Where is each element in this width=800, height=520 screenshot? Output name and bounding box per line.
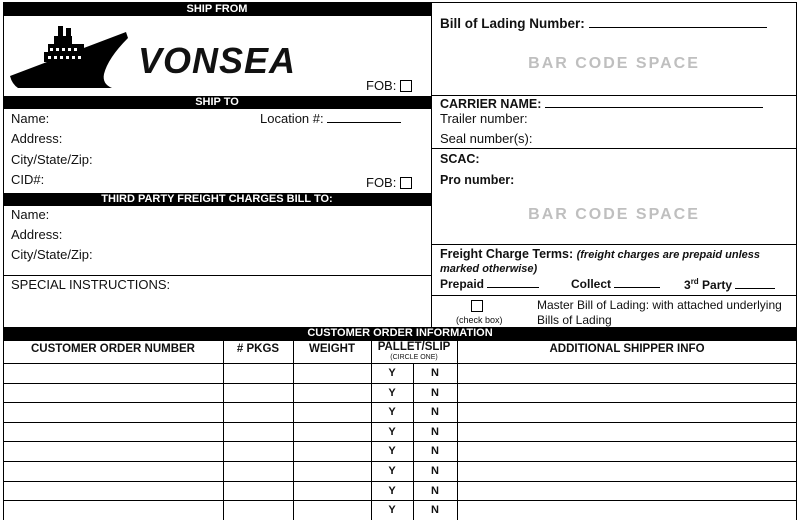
master-bol-text-2: Bills of Lading xyxy=(537,313,612,327)
check-box-label: (check box) xyxy=(456,315,503,325)
prepaid xyxy=(440,277,539,291)
third-party-header: THIRD PARTY FREIGHT CHARGES BILL TO: xyxy=(3,193,431,206)
bol-number xyxy=(440,16,767,31)
trailer-number: Trailer number: xyxy=(440,111,528,126)
col-circle-one: (CIRCLE ONE) xyxy=(390,354,438,361)
prepaid-label: Prepaid xyxy=(440,277,485,291)
col-order-number: CUSTOMER ORDER NUMBER xyxy=(31,343,195,355)
ship-from-fob xyxy=(366,78,412,93)
collect-field[interactable] xyxy=(614,277,660,288)
pallet-no-option[interactable]: N xyxy=(431,465,439,477)
third-party-sup: rd xyxy=(690,277,699,286)
logo-text: VONSEA xyxy=(138,40,297,81)
prepaid-field[interactable] xyxy=(487,277,539,288)
pallet-yes-option[interactable]: Y xyxy=(388,465,396,477)
third-party-terms xyxy=(684,277,775,292)
third-party-name: Name: xyxy=(11,207,50,222)
pallet-no-option[interactable]: N xyxy=(431,387,439,399)
pallet-yes-option[interactable]: Y xyxy=(388,406,396,418)
col-weight: WEIGHT xyxy=(309,343,355,355)
freight-terms-note-2: marked otherwise) xyxy=(440,263,538,275)
col-pkgs: # PKGS xyxy=(236,343,280,355)
pro-number: Pro number: xyxy=(440,173,515,187)
third-party-address: Address: xyxy=(11,227,63,242)
pallet-no-option[interactable]: N xyxy=(431,504,439,516)
pallet-no-option[interactable]: N xyxy=(431,485,439,497)
third-party-suffix: Party xyxy=(702,278,733,292)
ship-logo xyxy=(8,18,133,90)
pallet-yes-option[interactable]: Y xyxy=(388,485,396,497)
freight-terms-label: Freight Charge Terms: xyxy=(440,247,574,261)
third-party-city: City/State/Zip: xyxy=(11,247,93,262)
scac: SCAC: xyxy=(440,152,480,166)
carrier-name xyxy=(440,97,763,111)
pallet-no-option[interactable]: N xyxy=(431,367,439,379)
barcode-space-bottom: BAR CODE SPACE xyxy=(528,206,700,223)
pallet-no-option[interactable]: N xyxy=(431,445,439,457)
ship-to-address: Address: xyxy=(11,131,63,146)
location-field[interactable] xyxy=(327,112,401,123)
special-instructions: SPECIAL INSTRUCTIONS: xyxy=(11,277,171,292)
ship-to-header: SHIP TO xyxy=(3,96,431,109)
bol-label: Bill of Lading Number: xyxy=(440,16,585,31)
pallet-no-option[interactable]: N xyxy=(431,426,439,438)
fob-checkbox-2[interactable] xyxy=(400,177,412,189)
ship-to-name: Name: xyxy=(11,111,50,126)
carrier-name-field[interactable] xyxy=(545,97,763,108)
pallet-yes-option[interactable]: Y xyxy=(388,387,396,399)
carrier-name-label: CARRIER NAME: xyxy=(440,97,542,111)
fob-label-2: FOB: xyxy=(366,175,397,190)
freight-terms-note: (freight charges are prepaid unless xyxy=(576,249,760,261)
master-bol-checkbox[interactable] xyxy=(471,300,483,312)
fob-checkbox[interactable] xyxy=(400,80,412,92)
customer-order-header: CUSTOMER ORDER INFORMATION xyxy=(3,327,797,340)
pallet-yes-option[interactable]: Y xyxy=(388,504,396,516)
collect xyxy=(571,277,660,291)
master-bol-text-1: Master Bill of Lading: with attached underlying xyxy=(537,298,782,312)
fob-label: FOB: xyxy=(366,78,397,93)
third-party-prefix: 3 xyxy=(684,278,691,292)
bol-number-field[interactable] xyxy=(589,17,767,28)
ship-icon xyxy=(8,18,133,90)
collect-label: Collect xyxy=(571,277,612,291)
ship-to-fob xyxy=(366,175,412,190)
freight-terms xyxy=(440,247,760,261)
pallet-yes-option[interactable]: Y xyxy=(388,367,396,379)
pallet-no-option[interactable]: N xyxy=(431,406,439,418)
ship-to-city: City/State/Zip: xyxy=(11,152,93,167)
location-label: Location #: xyxy=(260,111,324,126)
col-additional: ADDITIONAL SHIPPER INFO xyxy=(549,343,705,355)
ship-to-cid: CID#: xyxy=(11,172,45,187)
ship-to-location xyxy=(260,111,401,126)
pallet-yes-option[interactable]: Y xyxy=(388,445,396,457)
ship-from-header: SHIP FROM xyxy=(3,3,431,16)
pallet-yes-option[interactable]: Y xyxy=(388,426,396,438)
seal-number: Seal number(s): xyxy=(440,131,533,146)
third-party-field[interactable] xyxy=(735,278,775,289)
barcode-space-top: BAR CODE SPACE xyxy=(528,55,700,72)
col-pallet-slip: PALLET/SLIP xyxy=(377,341,451,353)
